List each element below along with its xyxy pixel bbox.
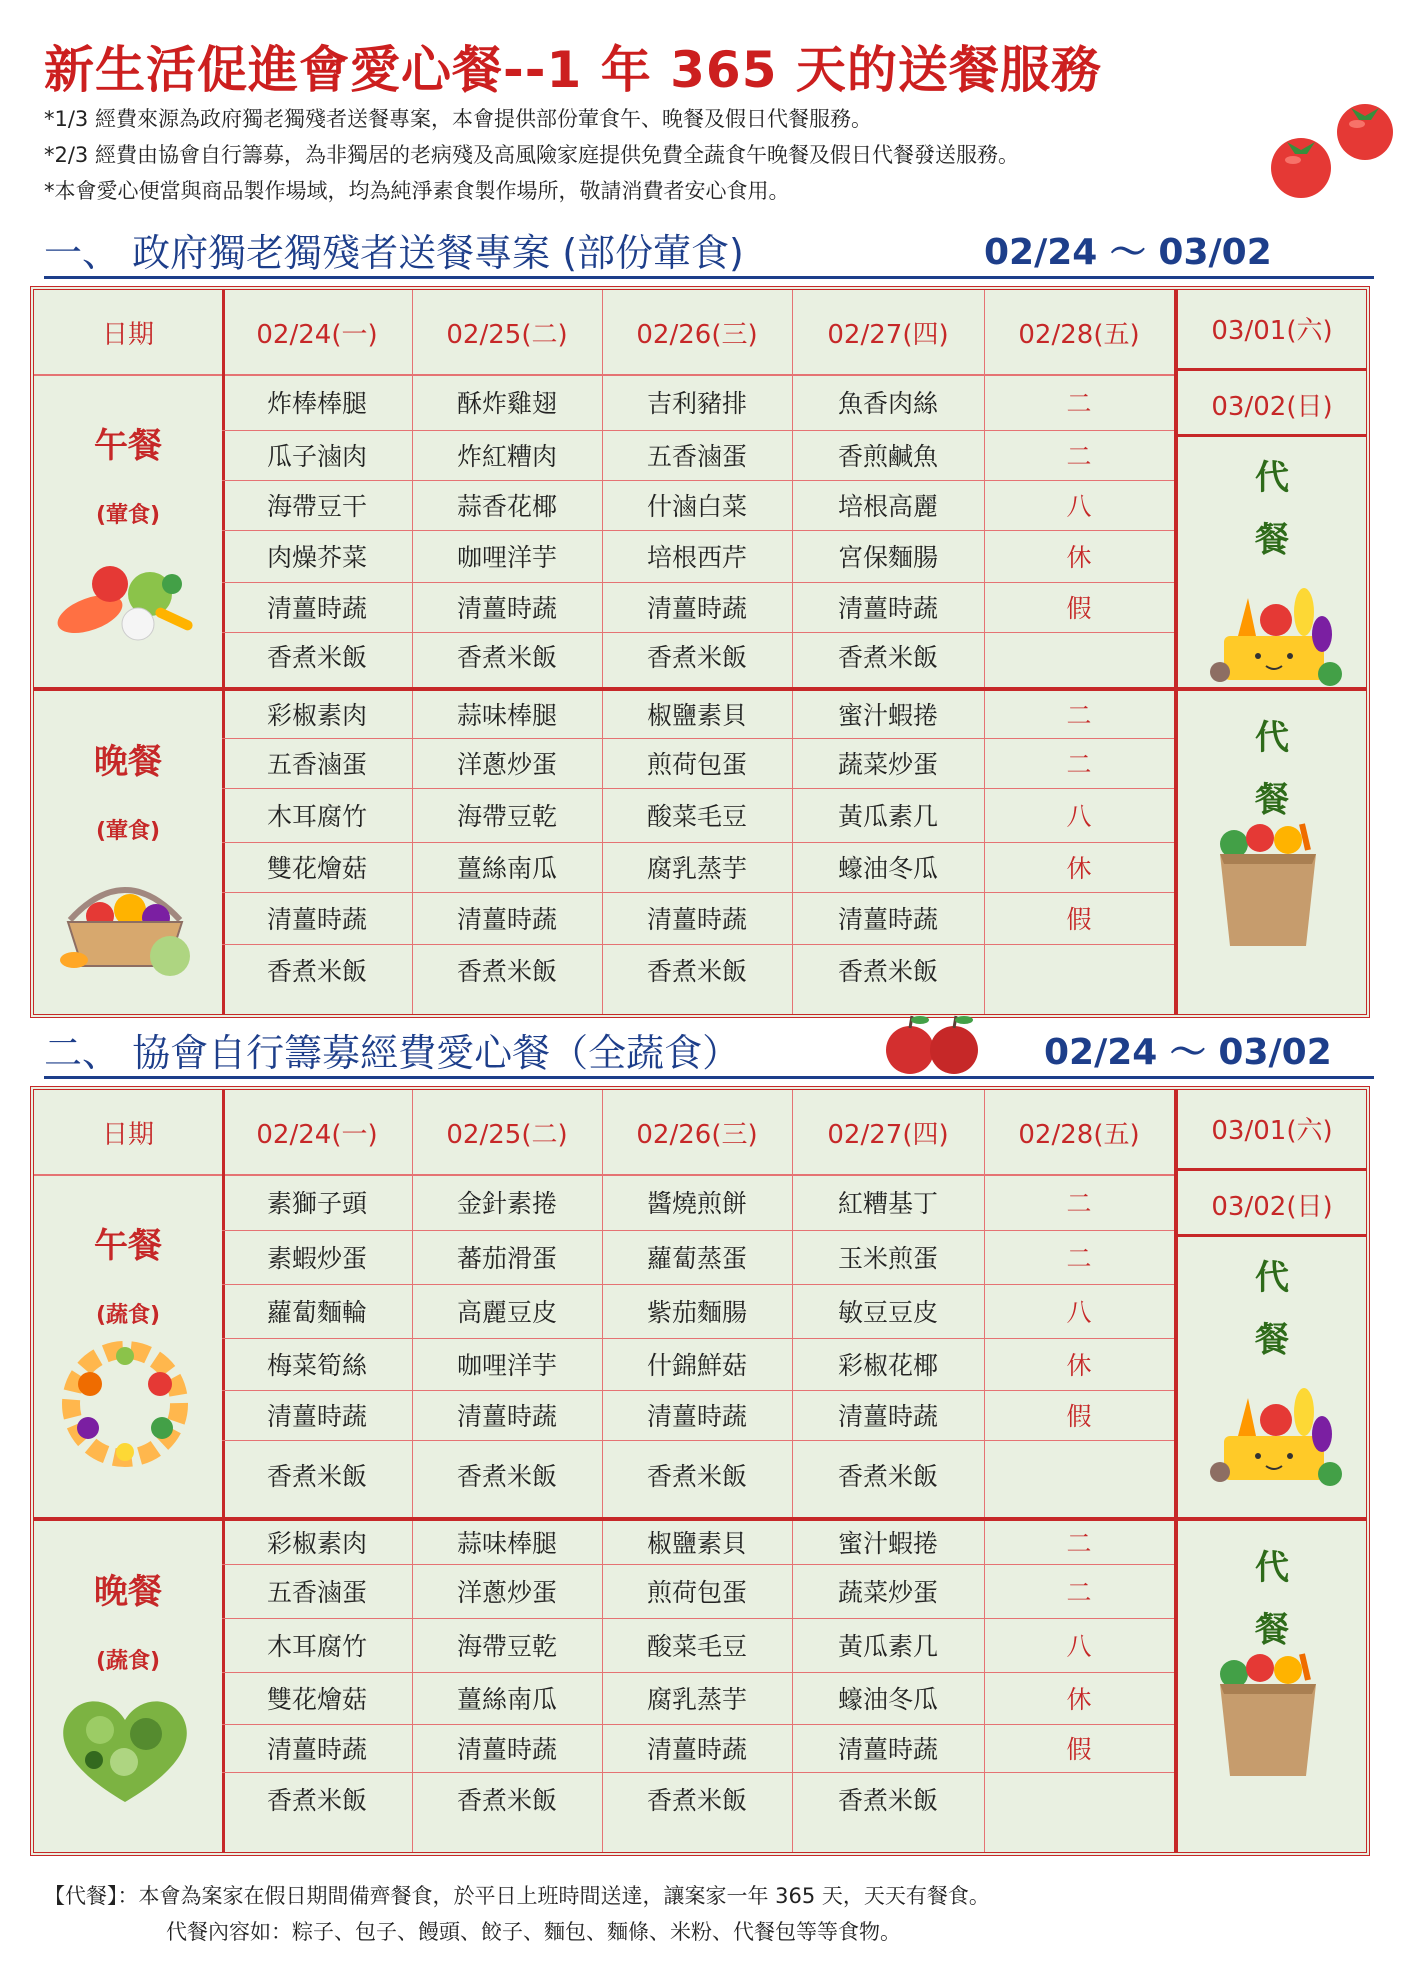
date-header: 日期 <box>101 319 154 350</box>
lunch-sub-label: (葷食) <box>95 503 161 528</box>
dinner-dish: 香煮米飯 <box>837 1786 938 1815</box>
substitute-char-1: 代 <box>1255 1548 1289 1588</box>
lunch-dish: 香煮米飯 <box>837 1462 938 1491</box>
dinner-dish: 清薑時蔬 <box>837 905 938 934</box>
note-1: *1/3 經費來源為政府獨老獨殘者送餐專案，本會提供部份葷食午、晚餐及假日代餐服務。 <box>44 107 872 131</box>
saturday-header: 03/01(六) <box>1211 1115 1333 1146</box>
day-header-2: 02/25(二) <box>446 1119 568 1150</box>
dinner-label: 晚餐 <box>94 1572 162 1612</box>
meal-separator <box>34 687 1174 691</box>
dinner-dish: 香煮米飯 <box>266 957 367 986</box>
dinner-dish: 蔬菜炒蛋 <box>837 750 938 779</box>
lunch-dish: 蕃茄滑蛋 <box>456 1244 557 1273</box>
dinner-dish: 酸菜毛豆 <box>646 802 747 831</box>
substitute-char-1: 代 <box>1255 458 1289 498</box>
dinner-dish: 黃瓜素几 <box>837 802 938 831</box>
lunch-dish: 金針素捲 <box>456 1189 557 1218</box>
holiday-char: 二 <box>1066 442 1092 471</box>
lunch-dish: 蘿蔔蒸蛋 <box>646 1244 747 1273</box>
lunch-dish: 魚香肉絲 <box>837 389 938 418</box>
lunch-dish: 紫茄麵腸 <box>646 1298 747 1327</box>
lunch-dish: 咖哩洋芋 <box>456 543 557 572</box>
dinner-dish: 蜜汁蝦捲 <box>837 701 938 730</box>
lunch-dish: 清薑時蔬 <box>837 594 938 623</box>
holiday-char: 假 <box>1066 905 1092 934</box>
lunch-dish: 宮保麵腸 <box>837 543 938 572</box>
dinner-dish: 香煮米飯 <box>646 1786 747 1815</box>
section2-heading: 二、 協會自行籌募經費愛心餐（全蔬食） <box>44 1031 741 1075</box>
meal-separator <box>34 1517 1174 1521</box>
dinner-dish: 蒜味棒腿 <box>456 701 557 730</box>
day-header-3: 02/26(三) <box>636 319 758 350</box>
sunday-header: 03/02(日) <box>1211 1191 1333 1222</box>
lunch-dish: 酥炸雞翅 <box>456 389 557 418</box>
lunch-dish: 清薑時蔬 <box>456 1402 557 1431</box>
substitute-char-2: 餐 <box>1255 1610 1289 1650</box>
holiday-char: 八 <box>1066 1298 1092 1327</box>
holiday-char: 二 <box>1066 701 1092 730</box>
lunch-dish: 香煮米飯 <box>837 643 938 672</box>
lunch-label: 午餐 <box>94 1226 162 1266</box>
weekend-sun-divider <box>1178 1234 1366 1237</box>
lunch-dish: 吉利豬排 <box>646 389 747 418</box>
note-3: *本會愛心便當與商品製作場域，均為純淨素食製作場所，敬請消費者安心食用。 <box>44 179 790 203</box>
holiday-char: 休 <box>1066 1685 1092 1714</box>
lunch-dish: 紅糟基丁 <box>837 1189 938 1218</box>
dinner-dish: 香煮米飯 <box>456 957 557 986</box>
lunch-dish: 香煮米飯 <box>266 1462 367 1491</box>
day-header-2: 02/25(二) <box>446 319 568 350</box>
dinner-dish: 清薑時蔬 <box>266 1735 367 1764</box>
weekend-meal-separator <box>1178 1517 1366 1521</box>
substitute-char-2: 餐 <box>1255 780 1289 820</box>
grocery-bag-icon <box>1198 1650 1338 1784</box>
weekend-header-divider <box>1178 368 1366 371</box>
dinner-dish: 薑絲南瓜 <box>456 1685 557 1714</box>
dinner-dish: 香煮米飯 <box>266 1786 367 1815</box>
dinner-dish: 清薑時蔬 <box>266 905 367 934</box>
holiday-char: 二 <box>1066 750 1092 779</box>
dinner-dish: 香煮米飯 <box>646 957 747 986</box>
substitute-char-1: 代 <box>1255 1258 1289 1298</box>
holiday-char: 二 <box>1066 389 1092 418</box>
lunch-dish: 醬燒煎餅 <box>646 1189 747 1218</box>
weekend-divider <box>1174 290 1178 1014</box>
dinner-dish: 黃瓜素几 <box>837 1632 938 1661</box>
holiday-char: 八 <box>1066 1632 1092 1661</box>
holiday-char: 休 <box>1066 543 1092 572</box>
dinner-dish: 雙花燴菇 <box>266 854 367 883</box>
dinner-dish: 清薑時蔬 <box>456 1735 557 1764</box>
dinner-sub-label: (葷食) <box>95 819 161 844</box>
day-header-3: 02/26(三) <box>636 1119 758 1150</box>
dinner-dish: 薑絲南瓜 <box>456 854 557 883</box>
vegetables-icon <box>50 544 200 658</box>
lunch-dish: 清薑時蔬 <box>266 1402 367 1431</box>
lunch-dish: 清薑時蔬 <box>646 1402 747 1431</box>
holiday-char: 假 <box>1066 1735 1092 1764</box>
lunch-dish: 海帶豆干 <box>266 492 367 521</box>
section2-underline <box>44 1076 1374 1079</box>
date-header: 日期 <box>101 1119 154 1150</box>
dinner-dish: 椒鹽素貝 <box>646 1529 747 1558</box>
dinner-dish: 蜜汁蝦捲 <box>837 1529 938 1558</box>
dinner-label: 晚餐 <box>94 742 162 782</box>
lunch-dish: 培根西芹 <box>646 543 747 572</box>
lunch-dish: 清薑時蔬 <box>456 594 557 623</box>
lunch-dish: 培根高麗 <box>837 492 938 521</box>
lunch-dish: 瓜子滷肉 <box>266 442 367 471</box>
holiday-char: 休 <box>1066 1351 1092 1380</box>
tomato-icon <box>1265 100 1405 210</box>
lunch-dish: 肉燥芥菜 <box>266 543 367 572</box>
holiday-char: 休 <box>1066 854 1092 883</box>
dinner-dish: 海帶豆乾 <box>456 1632 557 1661</box>
dinner-dish: 清薑時蔬 <box>837 1735 938 1764</box>
dinner-dish: 清薑時蔬 <box>456 905 557 934</box>
footer-line-2: 代餐內容如：粽子、包子、饅頭、餃子、麵包、麵條、米粉、代餐包等等食物。 <box>166 1920 901 1944</box>
day-header-4: 02/27(四) <box>827 319 949 350</box>
day-header-5: 02/28(五) <box>1018 1119 1140 1150</box>
table2-panel <box>30 1086 1370 1856</box>
grocery-bag-icon <box>1198 820 1338 954</box>
vegetables-icon <box>50 1344 200 1468</box>
weekend-sun-divider <box>1178 434 1366 437</box>
holiday-char: 八 <box>1066 492 1092 521</box>
page-title: 新生活促進會愛心餐--1 年 365 天的送餐服務 <box>44 41 1102 99</box>
dinner-dish: 煎荷包蛋 <box>646 750 747 779</box>
lunch-dish: 素蝦炒蛋 <box>266 1244 367 1273</box>
holiday-char: 二 <box>1066 1244 1092 1273</box>
lunch-dish: 香煮米飯 <box>266 643 367 672</box>
lunch-dish: 香煮米飯 <box>646 1462 747 1491</box>
substitute-char-2: 餐 <box>1255 1320 1289 1360</box>
substitute-char-1: 代 <box>1255 718 1289 758</box>
lunch-dish: 香煎鹹魚 <box>837 442 938 471</box>
lunch-sub-label: (蔬食) <box>95 1303 161 1328</box>
dinner-dish: 洋蔥炒蛋 <box>456 1578 557 1607</box>
sunday-header: 03/02(日) <box>1211 391 1333 422</box>
vegetable-basket-icon <box>50 860 200 984</box>
weekend-header-divider <box>1178 1168 1366 1171</box>
dinner-dish: 腐乳蒸芋 <box>646 1685 747 1714</box>
lunch-dish: 蒜香花椰 <box>456 492 557 521</box>
holiday-char: 假 <box>1066 1402 1092 1431</box>
dinner-dish: 彩椒素肉 <box>266 701 367 730</box>
weekend-meal-separator <box>1178 687 1366 691</box>
lunch-dish: 清薑時蔬 <box>266 594 367 623</box>
dinner-dish: 雙花燴菇 <box>266 1685 367 1714</box>
lunch-dish: 敏豆豆皮 <box>837 1298 938 1327</box>
dinner-dish: 清薑時蔬 <box>646 1735 747 1764</box>
dinner-dish: 椒鹽素貝 <box>646 701 747 730</box>
lunch-dish: 香煮米飯 <box>456 1462 557 1491</box>
lunch-dish: 什錦鮮菇 <box>646 1351 747 1380</box>
lunch-dish: 蘿蔔麵輪 <box>266 1298 367 1327</box>
table1-panel <box>30 286 1370 1018</box>
lunch-dish: 咖哩洋芋 <box>456 1351 557 1380</box>
day-header-4: 02/27(四) <box>827 1119 949 1150</box>
dinner-dish: 五香滷蛋 <box>266 1578 367 1607</box>
dinner-dish: 腐乳蒸芋 <box>646 854 747 883</box>
vegetable-box-icon <box>1198 1374 1348 1498</box>
holiday-char: 二 <box>1066 1578 1092 1607</box>
lunch-dish: 五香滷蛋 <box>646 442 747 471</box>
dinner-dish: 香煮米飯 <box>837 957 938 986</box>
day-header-1: 02/24(一) <box>256 319 378 350</box>
dinner-dish: 木耳腐竹 <box>266 1632 367 1661</box>
dinner-dish: 香煮米飯 <box>456 1786 557 1815</box>
weekend-divider <box>1174 1090 1178 1852</box>
lunch-label: 午餐 <box>94 426 162 466</box>
lunch-dish: 香煮米飯 <box>646 643 747 672</box>
lunch-dish: 香煮米飯 <box>456 643 557 672</box>
saturday-header: 03/01(六) <box>1211 315 1333 346</box>
lunch-dish: 清薑時蔬 <box>646 594 747 623</box>
lunch-dish: 彩椒花椰 <box>837 1351 938 1380</box>
lunch-dish: 素獅子頭 <box>266 1189 367 1218</box>
holiday-char: 二 <box>1066 1529 1092 1558</box>
footer-line-1: 【代餐】：本會為案家在假日期間備齊餐食，於平日上班時間送達，讓案家一年 365 天，天天有餐食。 <box>44 1884 990 1908</box>
dinner-dish: 五香滷蛋 <box>266 750 367 779</box>
day-header-5: 02/28(五) <box>1018 319 1140 350</box>
holiday-char: 二 <box>1066 1189 1092 1218</box>
vegetable-heart-icon <box>50 1690 200 1814</box>
lunch-dish: 炸紅糟肉 <box>456 442 557 471</box>
lunch-dish: 高麗豆皮 <box>456 1298 557 1327</box>
dinner-dish: 海帶豆乾 <box>456 802 557 831</box>
lunch-dish: 什滷白菜 <box>646 492 747 521</box>
section1-date-range: 02/24 ～ 03/02 <box>984 232 1272 273</box>
vegetable-box-icon <box>1198 574 1348 698</box>
day-header-1: 02/24(一) <box>256 1119 378 1150</box>
dinner-sub-label: (蔬食) <box>95 1649 161 1674</box>
dinner-dish: 彩椒素肉 <box>266 1529 367 1558</box>
substitute-char-2: 餐 <box>1255 520 1289 560</box>
dinner-dish: 煎荷包蛋 <box>646 1578 747 1607</box>
dinner-dish: 蒜味棒腿 <box>456 1529 557 1558</box>
dinner-dish: 酸菜毛豆 <box>646 1632 747 1661</box>
lunch-dish: 梅菜筍絲 <box>266 1351 367 1380</box>
lunch-dish: 炸棒棒腿 <box>266 389 367 418</box>
holiday-char: 假 <box>1066 594 1092 623</box>
dinner-dish: 洋蔥炒蛋 <box>456 750 557 779</box>
dinner-dish: 蠔油冬瓜 <box>837 854 938 883</box>
dinner-dish: 蠔油冬瓜 <box>837 1685 938 1714</box>
lunch-dish: 清薑時蔬 <box>837 1402 938 1431</box>
note-2: *2/3 經費由協會自行籌募，為非獨居的老病殘及高風險家庭提供免費全蔬食午晚餐及假日代餐發送服務。 <box>44 143 1019 167</box>
holiday-char: 八 <box>1066 802 1092 831</box>
dinner-dish: 蔬菜炒蛋 <box>837 1578 938 1607</box>
section1-underline <box>44 276 1374 279</box>
section2-date-range: 02/24 ～ 03/02 <box>1044 1032 1332 1073</box>
lunch-dish: 玉米煎蛋 <box>837 1244 938 1273</box>
section1-heading: 一、 政府獨老獨殘者送餐專案 (部份葷食) <box>44 231 744 275</box>
apple-icon <box>882 1010 982 1078</box>
dinner-dish: 木耳腐竹 <box>266 802 367 831</box>
dinner-dish: 清薑時蔬 <box>646 905 747 934</box>
